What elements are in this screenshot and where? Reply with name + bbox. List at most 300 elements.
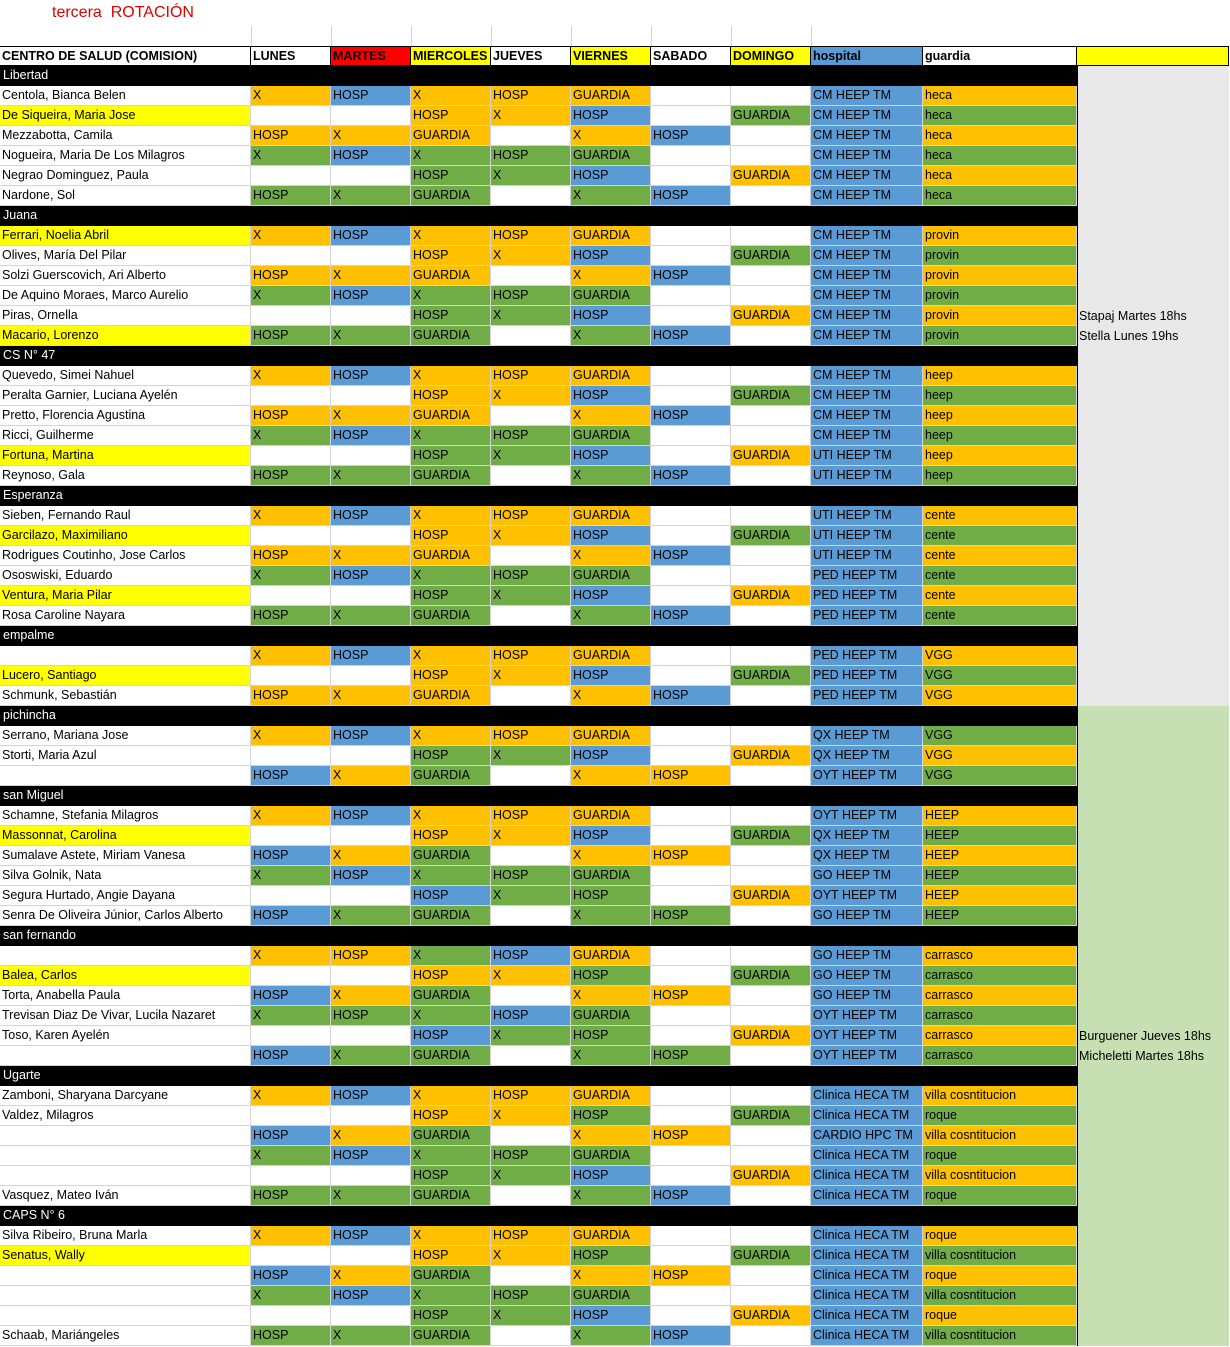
- schedule-cell[interactable]: HOSP: [491, 286, 571, 306]
- student-name-cell[interactable]: Nogueira, Maria De Los Milagros: [0, 146, 251, 166]
- schedule-cell[interactable]: [491, 1326, 571, 1346]
- hospital-cell[interactable]: Clinica HECA TM: [811, 1106, 923, 1126]
- schedule-cell[interactable]: X: [411, 1086, 491, 1106]
- schedule-cell[interactable]: [491, 606, 571, 626]
- hospital-cell[interactable]: PED HEEP TM: [811, 566, 923, 586]
- hospital-cell[interactable]: QX HEEP TM: [811, 746, 923, 766]
- student-name-cell[interactable]: Segura Hurtado, Angie Dayana: [0, 886, 251, 906]
- hospital-cell[interactable]: GO HEEP TM: [811, 946, 923, 966]
- guardia-cell[interactable]: HEEP: [923, 906, 1077, 926]
- schedule-cell[interactable]: [491, 186, 571, 206]
- header-cell[interactable]: MARTES: [331, 46, 411, 66]
- schedule-cell[interactable]: HOSP: [651, 466, 731, 486]
- schedule-cell[interactable]: X: [331, 326, 411, 346]
- student-name-cell[interactable]: Lucero, Santiago: [0, 666, 251, 686]
- schedule-cell[interactable]: [651, 586, 731, 606]
- schedule-cell[interactable]: HOSP: [651, 1126, 731, 1146]
- schedule-cell[interactable]: X: [331, 606, 411, 626]
- schedule-cell[interactable]: [491, 266, 571, 286]
- hospital-cell[interactable]: CARDIO HPC TM: [811, 1126, 923, 1146]
- schedule-cell[interactable]: HOSP: [251, 326, 331, 346]
- header-cell[interactable]: DOMINGO: [731, 46, 811, 66]
- schedule-cell[interactable]: [651, 886, 731, 906]
- hospital-cell[interactable]: PED HEEP TM: [811, 586, 923, 606]
- hospital-cell[interactable]: UTI HEEP TM: [811, 466, 923, 486]
- student-name-cell[interactable]: Mezzabotta, Camila: [0, 126, 251, 146]
- guardia-cell[interactable]: villa cosntitucion: [923, 1286, 1077, 1306]
- schedule-cell[interactable]: HOSP: [251, 906, 331, 926]
- schedule-cell[interactable]: HOSP: [251, 1126, 331, 1146]
- student-name-cell[interactable]: [0, 946, 251, 966]
- schedule-cell[interactable]: X: [331, 766, 411, 786]
- hospital-cell[interactable]: Clinica HECA TM: [811, 1286, 923, 1306]
- schedule-cell[interactable]: X: [491, 886, 571, 906]
- schedule-cell[interactable]: [731, 186, 811, 206]
- schedule-cell[interactable]: GUARDIA: [571, 226, 651, 246]
- hospital-cell[interactable]: CM HEEP TM: [811, 326, 923, 346]
- schedule-cell[interactable]: HOSP: [331, 286, 411, 306]
- schedule-cell[interactable]: X: [331, 466, 411, 486]
- schedule-cell[interactable]: [251, 1166, 331, 1186]
- student-name-cell[interactable]: [0, 1286, 251, 1306]
- schedule-cell[interactable]: X: [411, 506, 491, 526]
- schedule-cell[interactable]: [651, 1246, 731, 1266]
- guardia-cell[interactable]: HEEP: [923, 886, 1077, 906]
- schedule-cell[interactable]: HOSP: [251, 126, 331, 146]
- schedule-cell[interactable]: GUARDIA: [411, 1126, 491, 1146]
- schedule-cell[interactable]: GUARDIA: [731, 386, 811, 406]
- schedule-cell[interactable]: [331, 746, 411, 766]
- schedule-cell[interactable]: HOSP: [491, 726, 571, 746]
- guardia-cell[interactable]: provin: [923, 266, 1077, 286]
- schedule-cell[interactable]: [651, 106, 731, 126]
- schedule-cell[interactable]: GUARDIA: [411, 1186, 491, 1206]
- schedule-cell[interactable]: GUARDIA: [571, 146, 651, 166]
- student-name-cell[interactable]: [0, 1146, 251, 1166]
- schedule-cell[interactable]: [651, 386, 731, 406]
- guardia-cell[interactable]: heep: [923, 426, 1077, 446]
- schedule-cell[interactable]: X: [491, 826, 571, 846]
- schedule-cell[interactable]: [251, 166, 331, 186]
- hospital-cell[interactable]: CM HEEP TM: [811, 406, 923, 426]
- schedule-cell[interactable]: HOSP: [651, 766, 731, 786]
- guardia-cell[interactable]: heca: [923, 146, 1077, 166]
- guardia-cell[interactable]: HEEP: [923, 806, 1077, 826]
- schedule-cell[interactable]: X: [331, 986, 411, 1006]
- schedule-cell[interactable]: HOSP: [651, 686, 731, 706]
- student-name-cell[interactable]: Schamne, Stefania Milagros: [0, 806, 251, 826]
- schedule-cell[interactable]: GUARDIA: [571, 866, 651, 886]
- schedule-cell[interactable]: HOSP: [571, 886, 651, 906]
- schedule-cell[interactable]: X: [411, 146, 491, 166]
- schedule-cell[interactable]: HOSP: [491, 866, 571, 886]
- schedule-cell[interactable]: X: [411, 1286, 491, 1306]
- schedule-cell[interactable]: [331, 826, 411, 846]
- student-name-cell[interactable]: Toso, Karen Ayelén: [0, 1026, 251, 1046]
- guardia-cell[interactable]: VGG: [923, 726, 1077, 746]
- schedule-cell[interactable]: X: [331, 846, 411, 866]
- schedule-cell[interactable]: [731, 846, 811, 866]
- schedule-cell[interactable]: GUARDIA: [731, 526, 811, 546]
- student-name-cell[interactable]: Sieben, Fernando Raul: [0, 506, 251, 526]
- schedule-cell[interactable]: [651, 1286, 731, 1306]
- schedule-cell[interactable]: X: [411, 946, 491, 966]
- guardia-cell[interactable]: roque: [923, 1146, 1077, 1166]
- schedule-cell[interactable]: X: [571, 326, 651, 346]
- schedule-cell[interactable]: X: [491, 306, 571, 326]
- schedule-cell[interactable]: GUARDIA: [411, 466, 491, 486]
- student-name-cell[interactable]: Massonnat, Carolina: [0, 826, 251, 846]
- guardia-cell[interactable]: VGG: [923, 686, 1077, 706]
- student-name-cell[interactable]: Macario, Lorenzo: [0, 326, 251, 346]
- schedule-cell[interactable]: HOSP: [571, 826, 651, 846]
- schedule-cell[interactable]: [331, 586, 411, 606]
- schedule-cell[interactable]: X: [571, 1266, 651, 1286]
- schedule-cell[interactable]: [731, 1226, 811, 1246]
- schedule-cell[interactable]: [731, 906, 811, 926]
- schedule-cell[interactable]: HOSP: [411, 1306, 491, 1326]
- schedule-cell[interactable]: X: [251, 866, 331, 886]
- guardia-cell[interactable]: roque: [923, 1226, 1077, 1246]
- schedule-cell[interactable]: X: [571, 606, 651, 626]
- guardia-cell[interactable]: HEEP: [923, 826, 1077, 846]
- schedule-cell[interactable]: [651, 826, 731, 846]
- guardia-cell[interactable]: carrasco: [923, 1046, 1077, 1066]
- schedule-cell[interactable]: X: [251, 426, 331, 446]
- schedule-cell[interactable]: HOSP: [651, 326, 731, 346]
- guardia-cell[interactable]: heca: [923, 86, 1077, 106]
- schedule-cell[interactable]: X: [331, 906, 411, 926]
- schedule-cell[interactable]: [651, 366, 731, 386]
- guardia-cell[interactable]: heca: [923, 126, 1077, 146]
- schedule-cell[interactable]: [331, 1306, 411, 1326]
- schedule-cell[interactable]: X: [491, 1166, 571, 1186]
- guardia-cell[interactable]: carrasco: [923, 1006, 1077, 1026]
- student-name-cell[interactable]: Vasquez, Mateo Iván: [0, 1186, 251, 1206]
- schedule-cell[interactable]: HOSP: [571, 1246, 651, 1266]
- schedule-cell[interactable]: [651, 286, 731, 306]
- schedule-cell[interactable]: [251, 1026, 331, 1046]
- schedule-cell[interactable]: [731, 506, 811, 526]
- guardia-cell[interactable]: heca: [923, 166, 1077, 186]
- schedule-cell[interactable]: HOSP: [491, 146, 571, 166]
- schedule-cell[interactable]: HOSP: [571, 446, 651, 466]
- schedule-cell[interactable]: X: [411, 426, 491, 446]
- schedule-cell[interactable]: [651, 1006, 731, 1026]
- schedule-cell[interactable]: X: [491, 1026, 571, 1046]
- guardia-cell[interactable]: villa cosntitucion: [923, 1326, 1077, 1346]
- hospital-cell[interactable]: Clinica HECA TM: [811, 1306, 923, 1326]
- schedule-cell[interactable]: [731, 146, 811, 166]
- schedule-cell[interactable]: X: [251, 806, 331, 826]
- student-name-cell[interactable]: Ferrari, Noelia Abril: [0, 226, 251, 246]
- schedule-cell[interactable]: [251, 826, 331, 846]
- schedule-cell[interactable]: HOSP: [571, 966, 651, 986]
- schedule-cell[interactable]: [731, 226, 811, 246]
- student-name-cell[interactable]: Olives, María Del Pilar: [0, 246, 251, 266]
- schedule-cell[interactable]: X: [411, 726, 491, 746]
- schedule-cell[interactable]: X: [411, 806, 491, 826]
- schedule-cell[interactable]: X: [251, 566, 331, 586]
- student-name-cell[interactable]: Torta, Anabella Paula: [0, 986, 251, 1006]
- schedule-cell[interactable]: X: [251, 286, 331, 306]
- hospital-cell[interactable]: Clinica HECA TM: [811, 1246, 923, 1266]
- hospital-cell[interactable]: QX HEEP TM: [811, 826, 923, 846]
- schedule-cell[interactable]: X: [331, 1266, 411, 1286]
- student-name-cell[interactable]: Garcilazo, Maximiliano: [0, 526, 251, 546]
- schedule-cell[interactable]: X: [411, 646, 491, 666]
- schedule-cell[interactable]: GUARDIA: [731, 446, 811, 466]
- schedule-cell[interactable]: X: [251, 646, 331, 666]
- schedule-cell[interactable]: [731, 606, 811, 626]
- schedule-cell[interactable]: [651, 446, 731, 466]
- hospital-cell[interactable]: CM HEEP TM: [811, 306, 923, 326]
- schedule-cell[interactable]: HOSP: [251, 406, 331, 426]
- schedule-cell[interactable]: X: [491, 1306, 571, 1326]
- schedule-cell[interactable]: [651, 566, 731, 586]
- student-name-cell[interactable]: Rosa Caroline Nayara: [0, 606, 251, 626]
- guardia-cell[interactable]: cente: [923, 546, 1077, 566]
- schedule-cell[interactable]: [731, 646, 811, 666]
- schedule-cell[interactable]: HOSP: [491, 506, 571, 526]
- hospital-cell[interactable]: OYT HEEP TM: [811, 766, 923, 786]
- schedule-cell[interactable]: X: [571, 766, 651, 786]
- schedule-cell[interactable]: HOSP: [251, 1046, 331, 1066]
- student-name-cell[interactable]: Fortuna, Martina: [0, 446, 251, 466]
- schedule-cell[interactable]: HOSP: [251, 606, 331, 626]
- schedule-cell[interactable]: GUARDIA: [571, 566, 651, 586]
- schedule-cell[interactable]: HOSP: [571, 666, 651, 686]
- schedule-cell[interactable]: X: [411, 226, 491, 246]
- schedule-cell[interactable]: X: [331, 266, 411, 286]
- hospital-cell[interactable]: CM HEEP TM: [811, 286, 923, 306]
- schedule-cell[interactable]: HOSP: [651, 1186, 731, 1206]
- student-name-cell[interactable]: [0, 1266, 251, 1286]
- schedule-cell[interactable]: HOSP: [411, 1246, 491, 1266]
- student-name-cell[interactable]: [0, 1046, 251, 1066]
- schedule-cell[interactable]: X: [491, 966, 571, 986]
- schedule-cell[interactable]: [331, 246, 411, 266]
- schedule-cell[interactable]: [731, 366, 811, 386]
- schedule-cell[interactable]: X: [251, 726, 331, 746]
- schedule-cell[interactable]: [731, 686, 811, 706]
- schedule-cell[interactable]: HOSP: [331, 806, 411, 826]
- schedule-cell[interactable]: X: [251, 146, 331, 166]
- schedule-cell[interactable]: HOSP: [251, 546, 331, 566]
- schedule-cell[interactable]: GUARDIA: [571, 86, 651, 106]
- hospital-cell[interactable]: CM HEEP TM: [811, 426, 923, 446]
- header-cell[interactable]: JUEVES: [491, 46, 571, 66]
- schedule-cell[interactable]: HOSP: [491, 1286, 571, 1306]
- schedule-cell[interactable]: [731, 866, 811, 886]
- guardia-cell[interactable]: provin: [923, 226, 1077, 246]
- schedule-cell[interactable]: [731, 806, 811, 826]
- hospital-cell[interactable]: Clinica HECA TM: [811, 1086, 923, 1106]
- schedule-cell[interactable]: GUARDIA: [731, 826, 811, 846]
- schedule-cell[interactable]: X: [251, 1146, 331, 1166]
- student-name-cell[interactable]: Rodrigues Coutinho, Jose Carlos: [0, 546, 251, 566]
- schedule-cell[interactable]: X: [411, 1226, 491, 1246]
- schedule-cell[interactable]: HOSP: [571, 306, 651, 326]
- schedule-cell[interactable]: [491, 466, 571, 486]
- schedule-cell[interactable]: HOSP: [651, 546, 731, 566]
- schedule-cell[interactable]: GUARDIA: [571, 1226, 651, 1246]
- header-cell[interactable]: SABADO: [651, 46, 731, 66]
- schedule-cell[interactable]: [651, 1106, 731, 1126]
- schedule-cell[interactable]: HOSP: [331, 866, 411, 886]
- schedule-cell[interactable]: [651, 426, 731, 446]
- schedule-cell[interactable]: [731, 326, 811, 346]
- schedule-cell[interactable]: [731, 1266, 811, 1286]
- schedule-cell[interactable]: [331, 966, 411, 986]
- schedule-cell[interactable]: GUARDIA: [411, 326, 491, 346]
- student-name-cell[interactable]: Schaab, Mariángeles: [0, 1326, 251, 1346]
- schedule-cell[interactable]: [251, 886, 331, 906]
- schedule-cell[interactable]: [251, 526, 331, 546]
- schedule-cell[interactable]: HOSP: [331, 506, 411, 526]
- schedule-cell[interactable]: GUARDIA: [571, 726, 651, 746]
- student-name-cell[interactable]: Ventura, Maria Pilar: [0, 586, 251, 606]
- student-name-cell[interactable]: Senatus, Wally: [0, 1246, 251, 1266]
- schedule-cell[interactable]: [331, 886, 411, 906]
- schedule-cell[interactable]: [251, 666, 331, 686]
- schedule-cell[interactable]: HOSP: [651, 1266, 731, 1286]
- schedule-cell[interactable]: [651, 306, 731, 326]
- student-name-cell[interactable]: Piras, Ornella: [0, 306, 251, 326]
- schedule-cell[interactable]: GUARDIA: [571, 1006, 651, 1026]
- guardia-cell[interactable]: cente: [923, 526, 1077, 546]
- schedule-cell[interactable]: GUARDIA: [571, 506, 651, 526]
- schedule-cell[interactable]: GUARDIA: [731, 246, 811, 266]
- schedule-cell[interactable]: X: [411, 366, 491, 386]
- guardia-cell[interactable]: villa cosntitucion: [923, 1086, 1077, 1106]
- schedule-cell[interactable]: HOSP: [411, 446, 491, 466]
- schedule-cell[interactable]: X: [331, 186, 411, 206]
- schedule-cell[interactable]: [651, 166, 731, 186]
- schedule-cell[interactable]: [251, 586, 331, 606]
- schedule-cell[interactable]: GUARDIA: [571, 426, 651, 446]
- student-name-cell[interactable]: Ososwiski, Eduardo: [0, 566, 251, 586]
- schedule-cell[interactable]: HOSP: [411, 966, 491, 986]
- schedule-cell[interactable]: [651, 1086, 731, 1106]
- schedule-cell[interactable]: [491, 406, 571, 426]
- schedule-cell[interactable]: [731, 1326, 811, 1346]
- schedule-cell[interactable]: HOSP: [651, 1326, 731, 1346]
- schedule-cell[interactable]: X: [491, 1246, 571, 1266]
- schedule-cell[interactable]: [651, 866, 731, 886]
- schedule-cell[interactable]: X: [331, 1326, 411, 1346]
- schedule-cell[interactable]: GUARDIA: [571, 946, 651, 966]
- schedule-cell[interactable]: GUARDIA: [571, 286, 651, 306]
- guardia-cell[interactable]: roque: [923, 1306, 1077, 1326]
- schedule-cell[interactable]: HOSP: [571, 1306, 651, 1326]
- student-name-cell[interactable]: Peralta Garnier, Luciana Ayelén: [0, 386, 251, 406]
- guardia-cell[interactable]: heep: [923, 406, 1077, 426]
- hospital-cell[interactable]: CM HEEP TM: [811, 366, 923, 386]
- student-name-cell[interactable]: [0, 766, 251, 786]
- schedule-cell[interactable]: [651, 946, 731, 966]
- hospital-cell[interactable]: PED HEEP TM: [811, 686, 923, 706]
- schedule-cell[interactable]: GUARDIA: [731, 746, 811, 766]
- hospital-cell[interactable]: UTI HEEP TM: [811, 446, 923, 466]
- schedule-cell[interactable]: [651, 1026, 731, 1046]
- schedule-cell[interactable]: X: [491, 386, 571, 406]
- schedule-cell[interactable]: X: [251, 366, 331, 386]
- schedule-cell[interactable]: [491, 1126, 571, 1146]
- schedule-cell[interactable]: GUARDIA: [411, 126, 491, 146]
- schedule-cell[interactable]: [331, 106, 411, 126]
- student-name-cell[interactable]: [0, 1166, 251, 1186]
- schedule-cell[interactable]: X: [491, 246, 571, 266]
- schedule-cell[interactable]: X: [411, 86, 491, 106]
- schedule-cell[interactable]: [491, 326, 571, 346]
- schedule-cell[interactable]: GUARDIA: [731, 586, 811, 606]
- schedule-cell[interactable]: X: [571, 1326, 651, 1346]
- schedule-cell[interactable]: [331, 526, 411, 546]
- schedule-cell[interactable]: HOSP: [331, 1226, 411, 1246]
- schedule-cell[interactable]: HOSP: [331, 646, 411, 666]
- hospital-cell[interactable]: Clinica HECA TM: [811, 1166, 923, 1186]
- student-name-cell[interactable]: De Siqueira, Maria Jose: [0, 106, 251, 126]
- schedule-cell[interactable]: [731, 1146, 811, 1166]
- schedule-cell[interactable]: X: [251, 1286, 331, 1306]
- guardia-cell[interactable]: HEEP: [923, 866, 1077, 886]
- schedule-cell[interactable]: GUARDIA: [731, 966, 811, 986]
- schedule-cell[interactable]: X: [571, 406, 651, 426]
- hospital-cell[interactable]: CM HEEP TM: [811, 126, 923, 146]
- schedule-cell[interactable]: HOSP: [331, 226, 411, 246]
- schedule-cell[interactable]: GUARDIA: [571, 1286, 651, 1306]
- hospital-cell[interactable]: OYT HEEP TM: [811, 806, 923, 826]
- schedule-cell[interactable]: X: [411, 866, 491, 886]
- schedule-cell[interactable]: [491, 906, 571, 926]
- schedule-cell[interactable]: HOSP: [251, 186, 331, 206]
- schedule-cell[interactable]: HOSP: [571, 246, 651, 266]
- student-name-cell[interactable]: Balea, Carlos: [0, 966, 251, 986]
- hospital-cell[interactable]: GO HEEP TM: [811, 986, 923, 1006]
- schedule-cell[interactable]: X: [491, 746, 571, 766]
- schedule-cell[interactable]: X: [331, 1046, 411, 1066]
- schedule-cell[interactable]: [731, 946, 811, 966]
- schedule-cell[interactable]: X: [411, 1006, 491, 1026]
- guardia-cell[interactable]: provin: [923, 286, 1077, 306]
- schedule-cell[interactable]: HOSP: [331, 946, 411, 966]
- schedule-cell[interactable]: HOSP: [331, 366, 411, 386]
- header-cell-extra[interactable]: [1077, 46, 1229, 66]
- schedule-cell[interactable]: X: [331, 1186, 411, 1206]
- schedule-cell[interactable]: [731, 1046, 811, 1066]
- schedule-cell[interactable]: HOSP: [411, 666, 491, 686]
- student-name-cell[interactable]: Quevedo, Simei Nahuel: [0, 366, 251, 386]
- schedule-cell[interactable]: HOSP: [331, 146, 411, 166]
- schedule-cell[interactable]: X: [491, 526, 571, 546]
- schedule-cell[interactable]: HOSP: [571, 106, 651, 126]
- schedule-cell[interactable]: HOSP: [251, 1326, 331, 1346]
- student-name-cell[interactable]: [0, 1126, 251, 1146]
- schedule-cell[interactable]: HOSP: [491, 1086, 571, 1106]
- schedule-cell[interactable]: [651, 746, 731, 766]
- schedule-cell[interactable]: X: [571, 986, 651, 1006]
- hospital-cell[interactable]: Clinica HECA TM: [811, 1226, 923, 1246]
- guardia-cell[interactable]: heep: [923, 386, 1077, 406]
- schedule-cell[interactable]: X: [491, 1106, 571, 1126]
- schedule-cell[interactable]: [651, 526, 731, 546]
- schedule-cell[interactable]: X: [491, 446, 571, 466]
- schedule-cell[interactable]: X: [331, 1126, 411, 1146]
- schedule-cell[interactable]: X: [571, 266, 651, 286]
- schedule-cell[interactable]: HOSP: [411, 306, 491, 326]
- guardia-cell[interactable]: heca: [923, 186, 1077, 206]
